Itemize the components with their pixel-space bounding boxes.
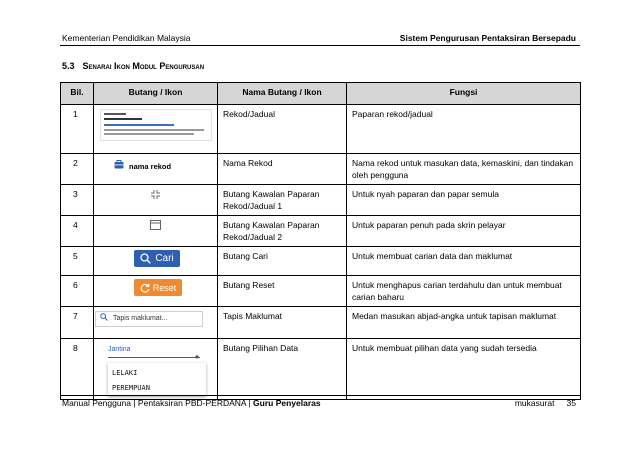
footer-page-number: 35: [566, 398, 576, 408]
section-number: 5.3: [62, 61, 75, 71]
row-name: Butang Cari: [218, 247, 347, 276]
table-row: [61, 185, 581, 216]
table-row: [61, 307, 581, 339]
record-table-screenshot: [100, 109, 212, 141]
collapse-icon[interactable]: [94, 189, 217, 203]
row-name: Butang Pilihan Data: [218, 339, 347, 400]
row-bil: 7: [61, 307, 94, 339]
cari-button-label: Cari: [155, 252, 174, 264]
section-heading: [62, 61, 204, 71]
row-icon-cell: [94, 307, 218, 339]
window-icon[interactable]: [94, 220, 217, 233]
tapis-placeholder: Tapis maklumat...: [113, 315, 168, 322]
tapis-maklumat-input[interactable]: [95, 311, 203, 327]
header-ministry: Kementerian Pendidikan Malaysia: [62, 33, 191, 43]
row-bil: 1: [61, 105, 94, 154]
col-header-bil: Bil.: [61, 83, 94, 105]
row-bil: 5: [61, 247, 94, 276]
row-fungsi: Medan masukan abjad-angka untuk tapisan maklumat: [347, 307, 581, 339]
row-fungsi: Untuk menghapus carian terdahulu dan untuk membuat carian baharu: [347, 276, 581, 307]
header-system-title: Sistem Pengurusan Pentaksiran Bersepadu: [399, 33, 576, 43]
row-icon-cell: [94, 185, 218, 216]
dropdown-option-perempuan[interactable]: PEREMPUAN: [112, 384, 150, 392]
footer-manual-prefix: Manual Pengguna | Pentaksiran PBD-PERDANA |: [62, 398, 254, 408]
table-header-row: [61, 83, 581, 105]
section-title: Senarai Ikon Modul Pengurusan: [82, 61, 205, 71]
row-name: Butang Reset: [218, 276, 347, 307]
search-icon: [100, 313, 108, 325]
row-fungsi: Untuk paparan penuh pada skrin pelayar: [347, 216, 581, 247]
row-fungsi: Paparan rekod/jadual: [347, 105, 581, 154]
row-bil: 6: [61, 276, 94, 307]
row-icon-cell: [94, 105, 218, 154]
row-icon-cell: [94, 276, 218, 307]
footer-divider: [60, 395, 580, 396]
dropdown-underline: [108, 357, 200, 358]
cari-button[interactable]: [134, 250, 180, 267]
row-icon-cell: [94, 339, 218, 400]
table-row: [61, 105, 581, 154]
row-fungsi: Nama rekod untuk masukan data, kemaskini, dan tindakan oleh pengguna: [347, 154, 581, 185]
row-name: Rekod/Jadual: [218, 105, 347, 154]
nama-rekod-sample: [114, 160, 171, 173]
row-bil: 3: [61, 185, 94, 216]
row-icon-cell: [94, 154, 218, 185]
table-row: [61, 339, 581, 400]
footer-manual-title: [62, 398, 321, 408]
dropdown-menu: [108, 363, 206, 396]
table-row: [61, 216, 581, 247]
row-fungsi: Untuk nyah paparan dan papar semula: [347, 185, 581, 216]
footer-page: [515, 398, 576, 408]
col-header-butang: Butang / Ikon: [94, 83, 218, 105]
header-divider: [60, 45, 580, 46]
col-header-fungsi: Fungsi: [347, 83, 581, 105]
dropdown-option-lelaki[interactable]: LELAKI: [112, 369, 138, 377]
row-fungsi: Untuk membuat carian data dan maklumat: [347, 247, 581, 276]
footer-role: Guru Penyelaras: [253, 398, 321, 408]
row-icon-cell: [94, 247, 218, 276]
nama-rekod-text: nama rekod: [129, 161, 172, 171]
row-name: Butang Kawalan Paparan Rekod/Jadual 1: [218, 185, 347, 216]
briefcase-icon: [114, 160, 124, 173]
jantina-dropdown[interactable]: [100, 341, 206, 395]
row-fungsi: Untuk membuat pilihan data yang sudah tersedia: [347, 339, 581, 400]
refresh-icon: [140, 283, 150, 293]
row-bil: 2: [61, 154, 94, 185]
footer-page-label: mukasurat: [514, 398, 555, 408]
row-name: Nama Rekod: [218, 154, 347, 185]
icon-list-table: [60, 82, 581, 400]
row-name: Tapis Maklumat: [218, 307, 347, 339]
row-bil: 4: [61, 216, 94, 247]
dropdown-label: Jantina: [108, 346, 131, 353]
table-row: [61, 247, 581, 276]
search-icon: [140, 253, 151, 264]
table-row: [61, 154, 581, 185]
row-bil: 8: [61, 339, 94, 400]
col-header-nama: Nama Butang / Ikon: [218, 83, 347, 105]
reset-button[interactable]: [134, 279, 182, 296]
table-row: [61, 276, 581, 307]
reset-button-label: Reset: [152, 282, 177, 293]
row-icon-cell: [94, 216, 218, 247]
caret-down-icon[interactable]: ▼: [194, 355, 200, 361]
row-name: Butang Kawalan Paparan Rekod/Jadual 2: [218, 216, 347, 247]
